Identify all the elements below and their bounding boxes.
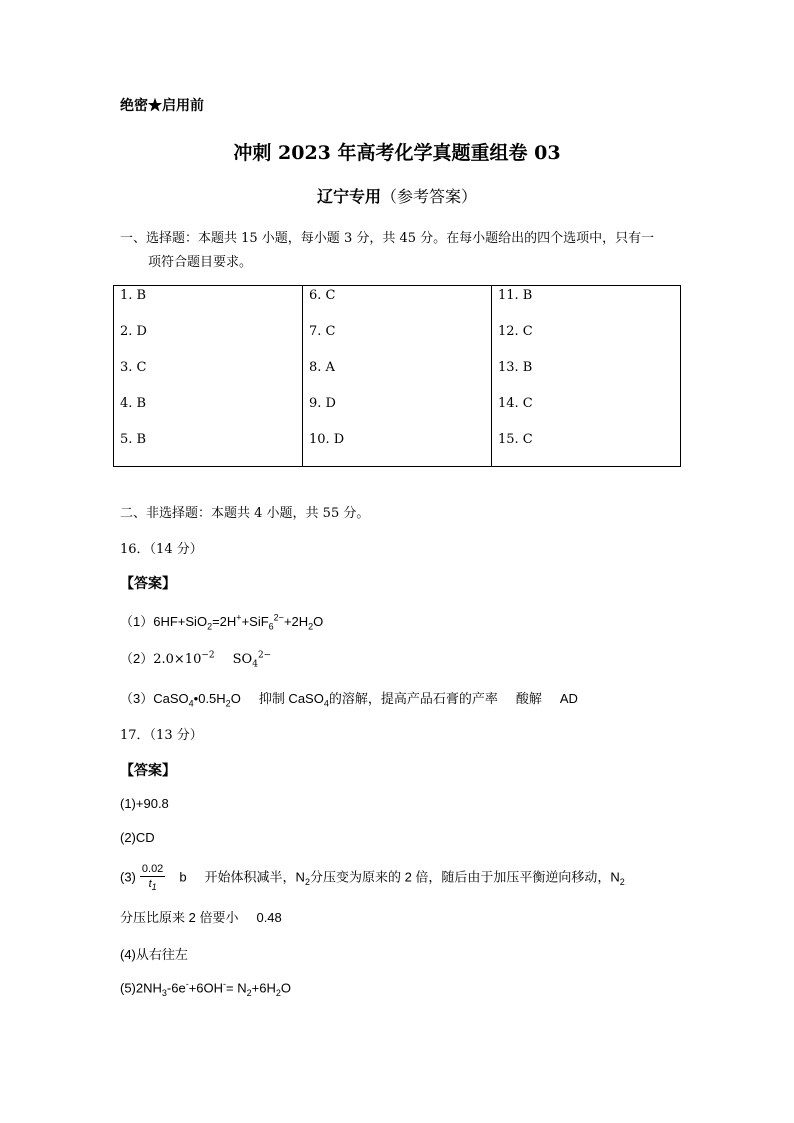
subscript: 2	[304, 877, 310, 888]
confidential-label: 绝密★启用前	[120, 98, 204, 114]
answer-17-part5	[120, 979, 291, 998]
part-prefix: （2）	[120, 651, 154, 666]
answer-text: AD	[559, 691, 578, 706]
answer-item: 8. A	[309, 360, 335, 375]
answer-item: 5. B	[120, 432, 147, 447]
answer-item: 10. D	[309, 432, 345, 447]
answer-item: 7. C	[309, 324, 336, 339]
answer-column-3	[492, 286, 681, 467]
answer-text: 抑制 CaSO	[258, 691, 324, 706]
answer-16-label: 【答案】	[120, 576, 176, 592]
answer-table-row	[114, 286, 681, 467]
subtitle-paren: （参考答案）	[381, 187, 478, 206]
equation-text: O	[313, 614, 324, 629]
subscript: 2	[246, 987, 252, 998]
answer-item: 12. C	[498, 324, 533, 339]
answer-table	[113, 285, 681, 467]
answer-item: 4. B	[120, 396, 147, 411]
ion-formula: SO	[232, 652, 253, 667]
answer-item: 6. C	[309, 288, 336, 303]
superscript: 2−	[273, 612, 284, 623]
part-prefix: (3)	[120, 869, 136, 885]
equation-text: O	[280, 980, 292, 996]
answer-17-part4: (4)从右往左	[120, 947, 188, 962]
equation-text: +2H	[283, 614, 309, 629]
subscript: 2	[207, 621, 213, 632]
answer-item: 14. C	[498, 396, 533, 411]
superscript: 2−	[257, 650, 272, 661]
answer-16-part2	[120, 648, 271, 670]
formula-text: •0.5H	[193, 691, 226, 706]
answer-item: 2. D	[120, 324, 147, 339]
subtitle-main: 辽宁专用	[316, 187, 381, 206]
superscript: -	[185, 979, 189, 989]
equation-text: 6HF+SiO	[153, 614, 208, 629]
fraction-denominator: $t_1$	[148, 878, 157, 893]
page-title: 冲刺 2023 年高考化学真题重组卷 03	[233, 142, 561, 164]
answer-17-part3-cont	[120, 907, 282, 926]
answer-item: 9. D	[309, 396, 336, 411]
exponent: −2	[201, 650, 215, 661]
section1-line1: 一、选择题：本题共 15 小题，每小题 3 分，共 45 分。在每小题给出的四个选项中，只有一	[120, 231, 655, 246]
answer-text: 酸解	[515, 691, 542, 706]
answer-item: 3. C	[120, 360, 147, 375]
question-17-label: 17．（13 分）	[120, 728, 203, 743]
section2-header: 二、非选择题：本题共 4 小题，共 55 分。	[120, 506, 370, 521]
answer-16-part1	[120, 611, 323, 632]
answer-text: 开始体积减半，N	[204, 869, 305, 885]
answer-text: 分压变为原来的 2 倍，随后由于加压平衡逆向移动，N	[309, 869, 620, 885]
subscript: 4	[188, 698, 194, 709]
page-subtitle	[0, 184, 794, 207]
answer-item: 13. B	[498, 360, 533, 375]
answer-17-label: 【答案】	[120, 763, 176, 779]
equation-text: +6H	[251, 980, 276, 996]
section1-instructions	[120, 227, 685, 275]
part-prefix: （3）	[120, 691, 154, 706]
answer-text: b	[179, 869, 187, 885]
answer-text: 分压比原来 2 倍要小	[120, 910, 239, 925]
subscript: 6	[268, 621, 274, 632]
superscript: -	[223, 979, 227, 989]
formula-text: O	[230, 691, 241, 706]
subscript: 2	[619, 877, 625, 888]
equation-text: =2H	[212, 614, 237, 629]
equation-text: = N	[226, 980, 247, 996]
answer-column-1	[114, 286, 303, 467]
answer-item: 15. C	[498, 432, 533, 447]
answer-16-part3	[120, 688, 578, 709]
subscript: 3	[161, 987, 167, 998]
answer-17-part3	[120, 862, 625, 894]
subscript: 2	[225, 698, 231, 709]
equation-text: +SiF	[241, 614, 269, 629]
answer-text: 的溶解，提高产品石膏的产率	[328, 691, 498, 706]
fraction-numerator: 0.02	[141, 863, 164, 875]
formula-text: CaSO	[153, 691, 189, 706]
answer-value: 0.48	[256, 910, 282, 925]
subscript: 4	[323, 698, 329, 709]
fraction	[140, 862, 165, 894]
answer-17-part2: (2)CD	[120, 830, 155, 845]
subscript: 2	[308, 621, 314, 632]
section1-line2: 项符合题目要求。	[148, 255, 253, 270]
question-16-label: 16．（14 分）	[120, 542, 203, 557]
equation-text: -6e	[166, 980, 186, 996]
answer-item: 11. B	[498, 288, 533, 303]
equation-text: (5)2NH	[120, 980, 162, 996]
answer-column-2	[303, 286, 492, 467]
answer-17-part1: (1)+90.8	[120, 796, 169, 811]
answer-item: 1. B	[120, 288, 147, 303]
equation-text: +6OH	[188, 980, 224, 996]
part-prefix: （1）	[120, 614, 154, 629]
concentration-value: 2.0×10	[153, 652, 202, 667]
superscript: +	[236, 612, 242, 623]
subscript: 2	[275, 987, 281, 998]
subscript: 4	[252, 659, 258, 670]
